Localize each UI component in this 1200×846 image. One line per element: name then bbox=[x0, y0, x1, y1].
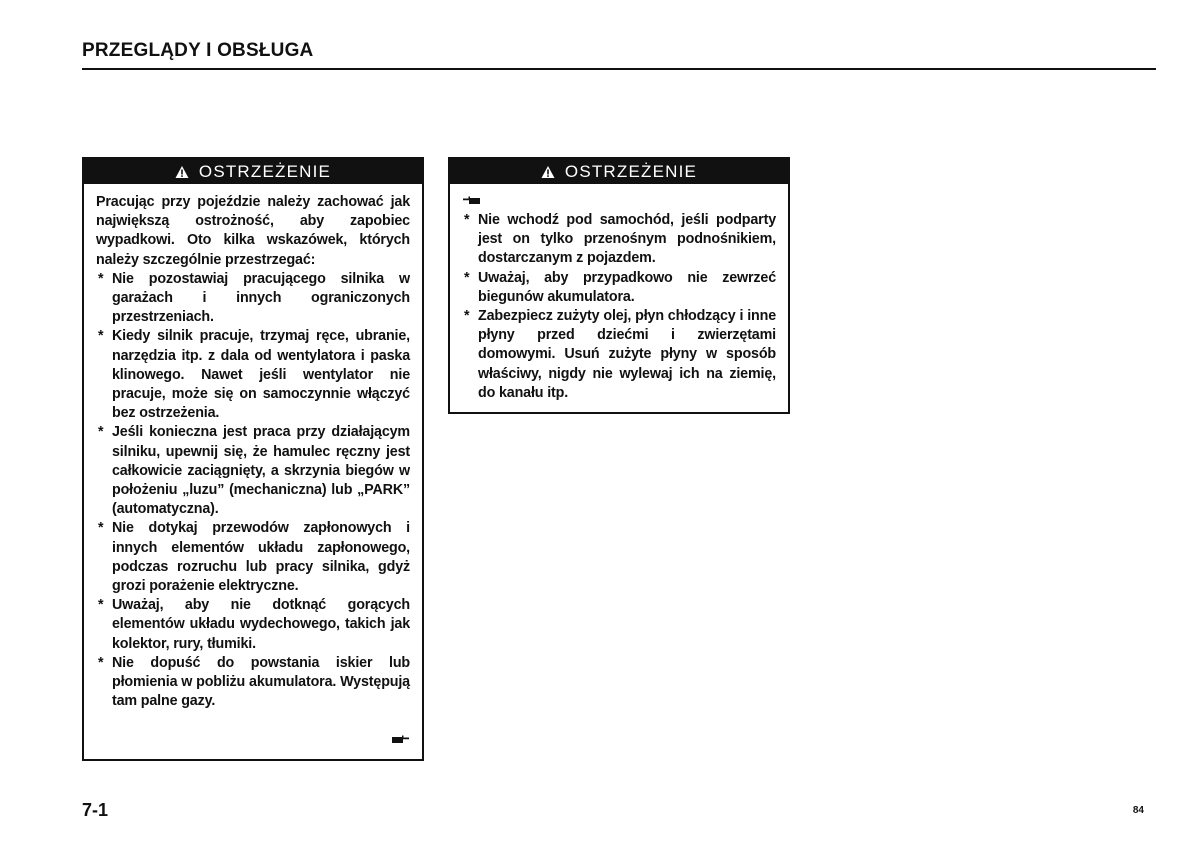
warning-list bbox=[462, 211, 776, 403]
warning-triangle-icon bbox=[175, 165, 189, 179]
warning-header bbox=[450, 159, 788, 184]
warning-box-general bbox=[82, 157, 424, 761]
warning-title: OSTRZEŻENIE bbox=[564, 161, 698, 181]
sheet-number: 84 bbox=[1132, 805, 1144, 816]
list-item: * Uważaj, aby nie dotknąć gorących elementów układu wydechowego, takich jak kolektor, rury, tłumiki. bbox=[96, 596, 410, 654]
warning-list bbox=[96, 270, 410, 712]
warning-title: OSTRZEŻENIE bbox=[198, 161, 332, 181]
list-item: * Nie wchodź pod samochód, jeśli podparty jest on tylko przenośnym podnośnikiem, dostarczanym z pojazdem. bbox=[462, 211, 776, 269]
warning-body bbox=[450, 184, 788, 403]
warning-intro: Pracując przy pojeździe należy zachować jak największą ostrożność, aby zapobiec wypadkowi. Oto kilka wskazówek, których należy szczególnie przestrzegać: bbox=[96, 194, 410, 268]
list-item: * Uważaj, aby przypadkowo nie zewrzeć biegunów akumulatora. bbox=[462, 269, 776, 307]
list-item: * Kiedy silnik pracuje, trzymaj ręce, ubranie, narzędzia itp. z dala od wentylatora i paska klinowego. Nawet jeśli wentylator nie pracuje, może się on samoczynnie włączyć bez ostrzeżenia. bbox=[96, 327, 410, 423]
warning-box-safety bbox=[448, 157, 790, 414]
hand-pointing-right-icon bbox=[392, 735, 410, 745]
list-item: * Zabezpiecz zużyty olej, płyn chłodzący i inne płyny przed dziećmi i zwierzętami domowymi. Usuń zużyte płyny w sposób właściwy, nigdy nie wylewaj ich na ziemię, do kanału itp. bbox=[462, 307, 776, 403]
list-item: * Nie dopuść do powstania iskier lub płomienia w pobliżu akumulatora. Występują tam palne gazy. bbox=[96, 654, 410, 712]
warning-body bbox=[84, 184, 422, 711]
page-title: PRZEGLĄDY I OBSŁUGA bbox=[82, 40, 314, 61]
hand-pointing-left-icon bbox=[462, 193, 776, 209]
warning-triangle-icon bbox=[541, 165, 555, 179]
list-item: * Jeśli konieczna jest praca przy działającym silniku, upewnij się, że hamulec ręczny jest całkowicie zaciągnięty, a skrzynia biegów w położeniu „luzu” (mechaniczna) lub „PARK” (automatyczna). bbox=[96, 423, 410, 519]
page-number: 7-1 bbox=[82, 800, 109, 820]
list-item: * Nie dotykaj przewodów zapłonowych i innych elementów układu zapłonowego, podczas rozruchu lub pracy silnika, gdyż grozi porażenie elektryczne. bbox=[96, 519, 410, 596]
list-item: * Nie pozostawiaj pracującego silnika w garażach i innych ograniczonych przestrzeniach. bbox=[96, 270, 410, 328]
header-divider bbox=[82, 68, 1156, 70]
warning-header bbox=[84, 159, 422, 184]
